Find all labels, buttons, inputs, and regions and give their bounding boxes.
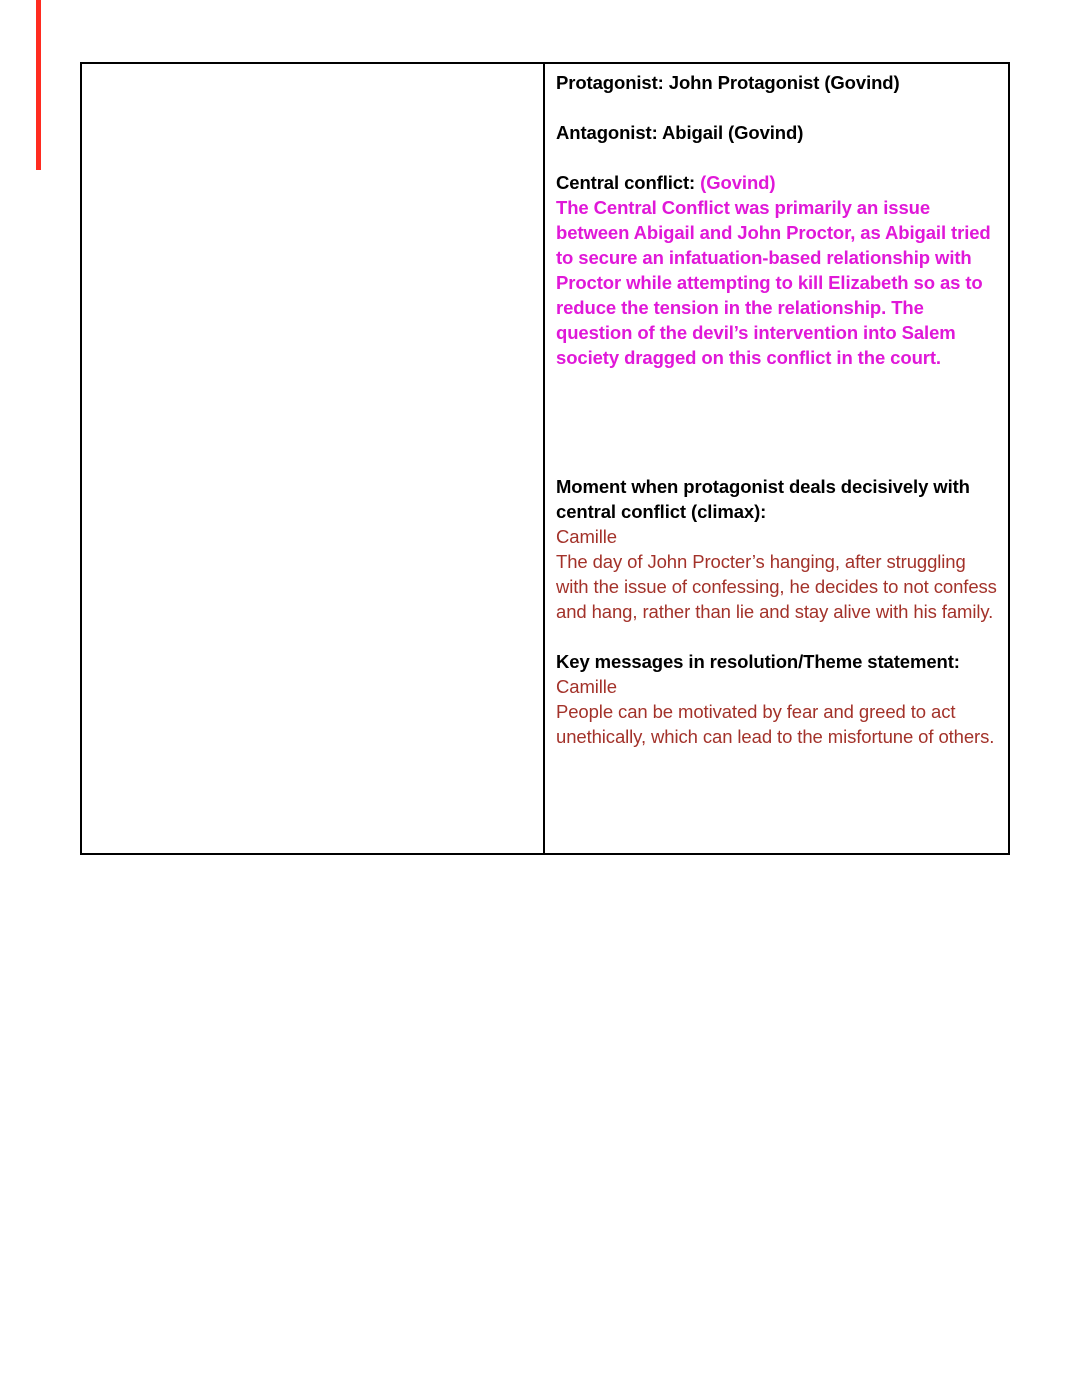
protagonist-text: Protagonist: John Protagonist (Govind) [556,72,900,93]
central-conflict-heading [556,170,1000,195]
theme-label: Key messages in resolution/Theme statement: [556,651,960,672]
climax-label: Moment when protagonist deals decisively with central conflict (climax): [556,476,970,522]
antagonist-text: Antagonist: Abigail (Govind) [556,122,804,143]
climax-author: Camille [556,526,617,547]
story-analysis-table [80,62,1010,855]
climax-body: The day of John Procter’s hanging, after struggling with the issue of confessing, he decides to not confess and hang, rather than lie and stay alive with his family. [556,551,997,622]
theme-body: People can be motivated by fear and greed to act unethically, which can lead to the misfortune of others. [556,701,995,747]
margin-red-line [36,0,41,170]
central-conflict-label: Central conflict: [556,172,701,193]
table-cell-left-empty [82,64,545,853]
central-conflict-body: The Central Conflict was primarily an issue between Abigail and John Proctor, as Abigail tried to secure an infatuation-based relationship with Proctor while attempting to kill Elizabeth so as to reduce the tension in the relationship. The question of the devil’s intervention into Salem society dragged on this conflict in the court. [556,197,991,368]
theme-author: Camille [556,676,617,697]
table-cell-right [545,64,1008,853]
central-conflict-attribution: (Govind) [700,172,776,193]
